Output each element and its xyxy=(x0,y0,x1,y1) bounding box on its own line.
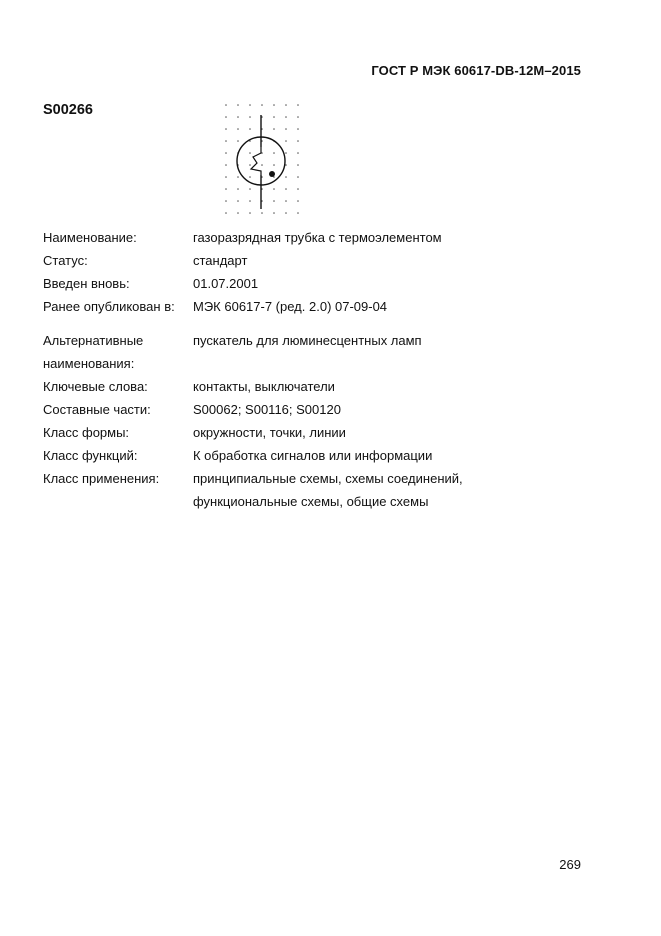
grid-dot xyxy=(285,152,287,154)
property-label: Ключевые слова: xyxy=(43,379,148,394)
grid-dot xyxy=(237,176,239,178)
grid-dot xyxy=(285,104,287,106)
grid-dot xyxy=(273,116,275,118)
contact-dot xyxy=(269,171,275,177)
grid-dot xyxy=(285,188,287,190)
property-value: газоразрядная трубка с термоэлементом xyxy=(193,230,442,245)
property-row-form-class xyxy=(43,421,563,444)
property-row-alt-names xyxy=(43,329,563,352)
grid-dot xyxy=(249,104,251,106)
grid-dot xyxy=(249,116,251,118)
grid-dot xyxy=(225,140,227,142)
grid-dot xyxy=(249,200,251,202)
grid-dot xyxy=(297,104,299,106)
grid-dot xyxy=(261,164,263,166)
grid-dot xyxy=(285,116,287,118)
property-label: наименования: xyxy=(43,356,135,371)
property-label: Наименование: xyxy=(43,230,137,245)
thermal-element-contact xyxy=(251,147,261,175)
grid-dot xyxy=(225,116,227,118)
property-row-parts xyxy=(43,398,563,421)
property-label: Статус: xyxy=(43,253,88,268)
grid-dot xyxy=(225,104,227,106)
document-header: ГОСТ Р МЭК 60617-DB-12M–2015 xyxy=(371,63,581,78)
property-label: Ранее опубликован в: xyxy=(43,299,175,314)
grid-dot xyxy=(237,140,239,142)
property-row-status xyxy=(43,249,563,272)
grid-dot xyxy=(225,176,227,178)
grid-dot xyxy=(297,176,299,178)
grid-dot xyxy=(297,212,299,214)
grid-dot xyxy=(285,128,287,130)
grid-dot xyxy=(237,212,239,214)
grid-dot xyxy=(249,164,251,166)
grid-dot xyxy=(237,104,239,106)
grid-dot xyxy=(297,116,299,118)
grid-dot xyxy=(249,128,251,130)
grid-dot xyxy=(273,128,275,130)
property-label: Класс функций: xyxy=(43,448,138,463)
property-label: Составные части: xyxy=(43,402,151,417)
grid-dot xyxy=(297,128,299,130)
property-row-application-class-cont xyxy=(43,490,563,513)
grid-dot xyxy=(225,164,227,166)
properties-table xyxy=(43,226,563,513)
property-value: пускатель для люминесцентных ламп xyxy=(193,333,422,348)
grid-dot xyxy=(285,176,287,178)
grid-dot xyxy=(297,200,299,202)
grid-dot xyxy=(285,140,287,142)
grid-dot xyxy=(285,200,287,202)
grid-dot xyxy=(273,152,275,154)
property-row-name xyxy=(43,226,563,249)
grid-dot xyxy=(225,152,227,154)
grid-dot xyxy=(225,200,227,202)
property-value: К обработка сигналов или информации xyxy=(193,448,433,463)
grid-dot xyxy=(273,200,275,202)
property-row-function-class xyxy=(43,444,563,467)
grid-dot xyxy=(249,152,251,154)
grid-dot xyxy=(261,212,263,214)
grid-dot xyxy=(225,188,227,190)
symbol-code: S00266 xyxy=(43,102,93,118)
property-value: функциональные схемы, общие схемы xyxy=(193,494,429,509)
property-row-introduced xyxy=(43,272,563,295)
grid-dot xyxy=(261,104,263,106)
property-value: МЭК 60617-7 (ред. 2.0) 07-09-04 xyxy=(193,299,388,314)
grid-dot xyxy=(237,128,239,130)
property-value: стандарт xyxy=(193,253,248,268)
grid-dot xyxy=(297,164,299,166)
grid-dot xyxy=(237,188,239,190)
grid-dot xyxy=(225,212,227,214)
grid-dot xyxy=(273,104,275,106)
grid-dots xyxy=(225,104,299,214)
property-label: Введен вновь: xyxy=(43,276,130,291)
grid-dot xyxy=(273,188,275,190)
property-value: контакты, выключатели xyxy=(193,379,335,394)
property-label: Класс применения: xyxy=(43,471,160,486)
property-value: окружности, точки, линии xyxy=(193,425,346,440)
property-row-application-class xyxy=(43,467,563,490)
grid-dot xyxy=(237,116,239,118)
grid-dot xyxy=(297,152,299,154)
grid-dot xyxy=(285,212,287,214)
property-value: S00062; S00116; S00120 xyxy=(193,402,341,417)
grid-dot xyxy=(273,164,275,166)
property-row-keywords xyxy=(43,375,563,398)
grid-dot xyxy=(273,212,275,214)
page-number: 269 xyxy=(559,857,581,872)
gas-discharge-tube-icon xyxy=(222,101,300,221)
property-label: Альтернативные xyxy=(43,333,144,348)
property-value: принципиальные схемы, схемы соединений, xyxy=(193,471,463,486)
property-value: 01.07.2001 xyxy=(193,276,259,291)
property-row-published xyxy=(43,295,563,318)
grid-dot xyxy=(249,212,251,214)
grid-dot xyxy=(249,188,251,190)
grid-dot xyxy=(297,140,299,142)
grid-dot xyxy=(225,128,227,130)
property-label: Класс формы: xyxy=(43,425,130,440)
property-row-alt-names-cont xyxy=(43,352,563,375)
grid-dot xyxy=(297,188,299,190)
grid-dot xyxy=(249,176,251,178)
grid-dot xyxy=(237,200,239,202)
